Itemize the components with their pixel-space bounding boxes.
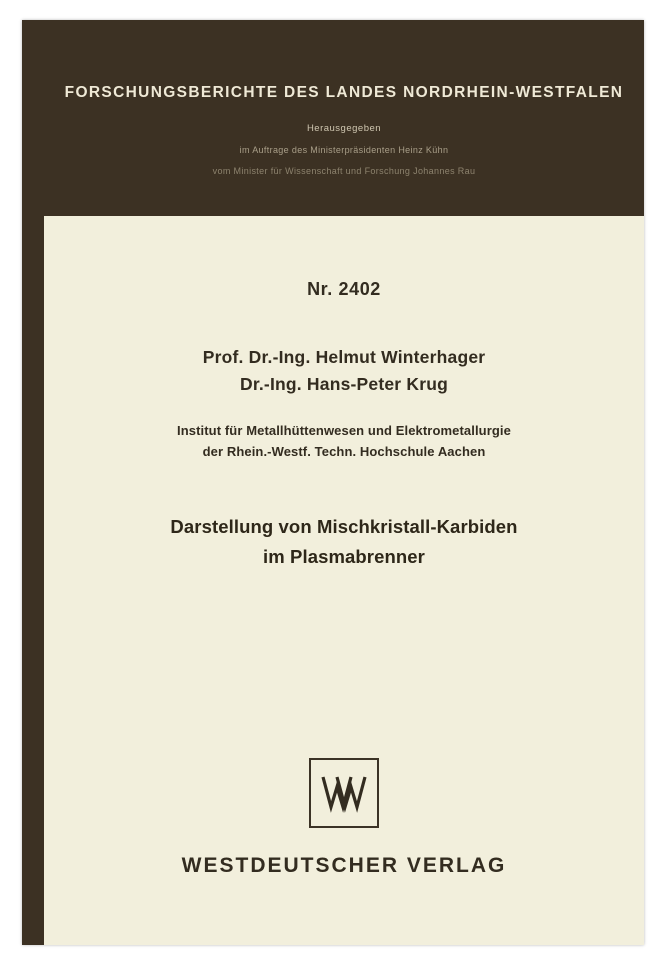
- cover-header: [44, 20, 644, 216]
- author-name: Prof. Dr.-Ing. Helmut Winterhager: [202, 347, 486, 367]
- series-title: FORSCHUNGSBERICHTE DES LANDES NORDRHEIN-WESTFALEN: [64, 84, 624, 101]
- publisher-note-line-2: im Auftrage des Ministerpräsidenten Heinz Kühn: [239, 145, 449, 155]
- book-cover: [22, 20, 644, 945]
- book-title-line: Darstellung von Mischkristall-Karbiden: [170, 516, 518, 538]
- cover-body: [44, 216, 644, 945]
- report-number: Nr. 2402: [307, 279, 381, 299]
- affiliation-line: Institut für Metallhüttenwesen und Elektrometallurgie: [177, 423, 511, 439]
- book-title: [44, 512, 644, 572]
- author-list: [44, 344, 644, 398]
- publisher-logo-wrap: [44, 758, 644, 833]
- publisher-note-line-1: Herausgegeben: [306, 123, 382, 134]
- publisher-name: WESTDEUTSCHER VERLAG: [181, 854, 507, 877]
- author-name: Dr.-Ing. Hans-Peter Krug: [239, 374, 449, 395]
- publisher-note-line-3: vom Minister für Wissenschaft und Forschung Johannes Rau: [212, 166, 476, 176]
- affiliation: [44, 420, 644, 462]
- book-title-line: im Plasmabrenner: [262, 546, 425, 568]
- westdeutscher-verlag-logo-icon: [309, 758, 379, 828]
- affiliation-line: der Rhein.-Westf. Techn. Hochschule Aachen: [202, 444, 486, 460]
